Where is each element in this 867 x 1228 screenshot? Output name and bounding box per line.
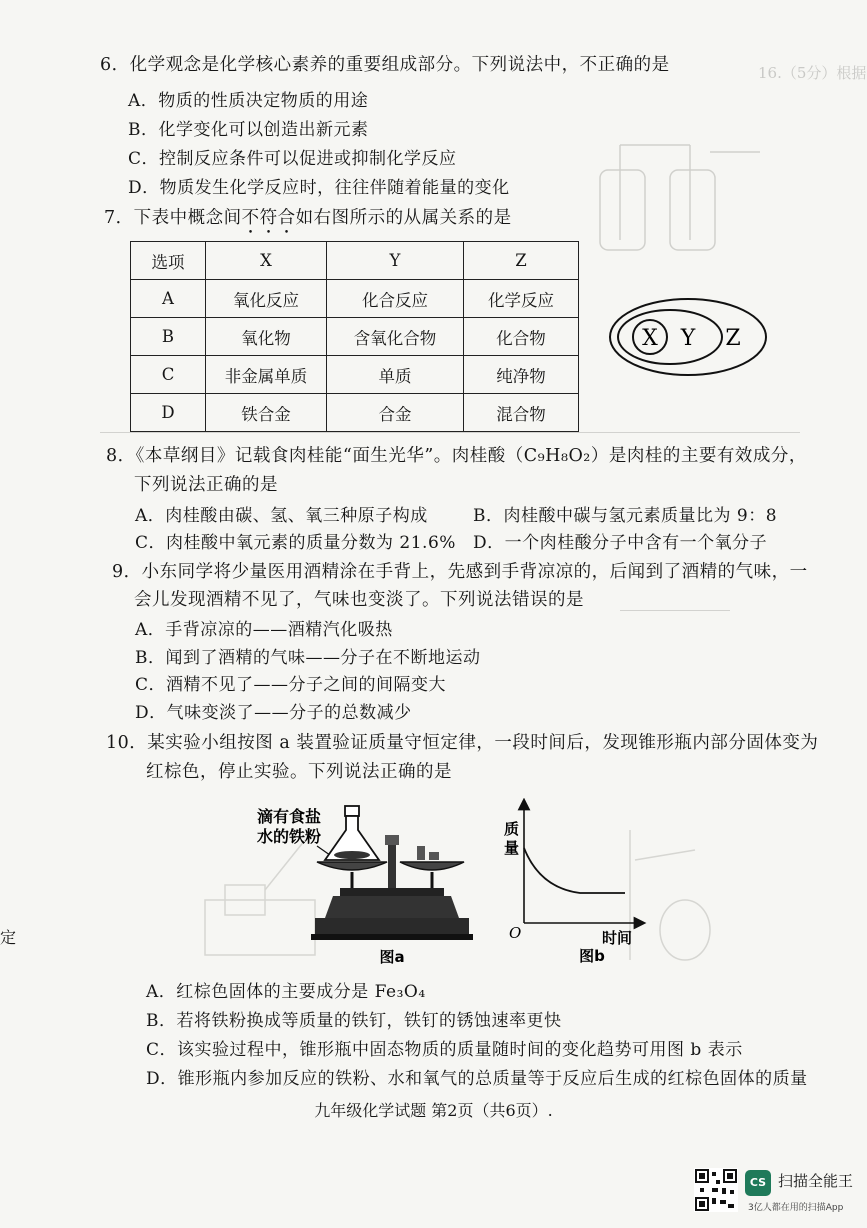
q6-option-c: C．控制反应条件可以促进或抑制化学反应 [128, 149, 457, 169]
scanner-subtitle: 3亿人都在用的扫描App [748, 1203, 844, 1213]
table-row [131, 318, 579, 356]
q9-stem-line1: 9．小东同学将少量医用酒精涂在手背上，先感到手背凉凉的，后闻到了酒精的气味，一 [112, 562, 808, 582]
table-row [131, 280, 579, 318]
table-cell: 化合反应 [327, 280, 464, 318]
margin-char: 定 [0, 928, 17, 947]
page-footer: 九年级化学试题 第2页（共6页）. [314, 1101, 553, 1120]
fig-b-xlabel: 时间 [602, 929, 633, 947]
table-cell: B [131, 318, 206, 356]
q6-option-d: D．物质发生化学反应时，往往伴随着能量的变化 [128, 178, 510, 198]
table-cell: D [131, 394, 206, 432]
q6-option-a: A．物质的性质决定物质的用途 [128, 91, 369, 111]
q9-option-c: C．酒精不见了——分子之间的间隔变大 [135, 675, 447, 695]
q8-stem-line1: 8．《本草纲目》记载食肉桂能“面生光华”。肉桂酸（C₉H₈O₂）是肉桂的主要有效成分， [106, 446, 807, 466]
fig-b-caption: 图b [579, 947, 605, 965]
table-cell: 化合物 [464, 318, 579, 356]
table-row [131, 394, 579, 432]
scanner-title: 扫描全能王 [778, 1172, 854, 1190]
bleed-through-apparatus [560, 140, 790, 260]
q7-venn-diagram [608, 295, 778, 380]
q9-option-a: A．手背凉凉的——酒精汽化吸热 [135, 620, 393, 640]
table-cell: 混合物 [464, 394, 579, 432]
table-cell: 氧化反应 [206, 280, 327, 318]
q7-stem-part1: 7．下表中概念间 [104, 208, 242, 228]
q8-option-a: A．肉桂酸由碳、氢、氧三种原子构成 [135, 506, 428, 526]
q8-option-b: B．肉桂酸中碳与氢元素质量比为 9：8 [473, 506, 778, 526]
table-header-cell: 选项 [131, 242, 206, 280]
table-cell: C [131, 356, 206, 394]
q10-option-a: A．红棕色固体的主要成分是 Fe₃O₄ [146, 982, 426, 1002]
q10-stem-line2: 红棕色，停止实验。下列说法正确的是 [146, 762, 452, 782]
q10-figure-b [500, 798, 650, 968]
q10-option-b: B．若将铁粉换成等质量的铁钉，铁钉的锈蚀速率更快 [146, 1011, 562, 1031]
bleed-through-line [100, 432, 800, 433]
q9-stem-line2: 会儿发现酒精不见了，气味也变淡了。下列说法错误的是 [134, 590, 584, 610]
table-cell: 合金 [327, 394, 464, 432]
q10-option-d: D．锥形瓶内参加反应的铁粉、水和氧气的总质量等于反应后生成的红棕色固体的质量 [146, 1069, 808, 1089]
q8-option-d: D．一个肉桂酸分子中含有一个氧分子 [473, 533, 768, 553]
q6-stem: 6．化学观念是化学核心素养的重要组成部分。下列说法中，不正确的是 [100, 55, 670, 75]
fig-a-caption: 图a [379, 948, 405, 966]
table-cell: A [131, 280, 206, 318]
bleed-through-text: 16.（5分）根据 [758, 64, 867, 82]
table-cell: 铁合金 [206, 394, 327, 432]
q8-stem-line2: 下列说法正确的是 [134, 475, 278, 495]
q9-option-d: D．气味变淡了——分子的总数减少 [135, 703, 412, 723]
table-cell: 非金属单质 [206, 356, 327, 394]
q7-stem-part2: 如右图所示的从属关系的是 [295, 208, 512, 228]
q10-figure-a [245, 800, 480, 970]
table-cell: 纯净物 [464, 356, 579, 394]
table-header-row [131, 242, 579, 280]
fig-a-label-line2: 水的铁粉 [257, 827, 322, 846]
q7-stem [104, 203, 807, 238]
table-cell: 单质 [327, 356, 464, 394]
q6-option-b: B．化学变化可以创造出新元素 [128, 120, 369, 140]
fig-a-label-line1: 滴有食盐 [257, 807, 322, 826]
fig-b-origin: O [509, 924, 522, 942]
q9-option-b: B．闻到了酒精的气味——分子在不断地运动 [135, 648, 481, 668]
venn-label-x: X [642, 326, 658, 351]
q10-stem-line1: 10．某实验小组按图 a 装置验证质量守恒定律，一段时间后，发现锥形瓶内部分固体变为 [106, 733, 819, 753]
q8-option-c: C．肉桂酸中氧元素的质量分数为 21.6% [135, 533, 456, 553]
camscanner-logo: CS [745, 1170, 771, 1196]
table-cell: 含氧化合物 [327, 318, 464, 356]
q7-stem-emphasis: 不符合 [241, 208, 296, 228]
venn-label-y: Y [680, 326, 696, 351]
q10-option-c: C．该实验过程中，锥形瓶中固态物质的质量随时间的变化趋势可用图 b 表示 [146, 1040, 743, 1060]
table-header-cell: Y [327, 242, 464, 280]
table-row [131, 356, 579, 394]
qr-code-icon [694, 1168, 738, 1212]
table-cell: 氧化物 [206, 318, 327, 356]
table-header-cell: Z [464, 242, 579, 280]
fig-b-ylabel-2: 量 [504, 839, 520, 857]
fig-b-ylabel-1: 质 [504, 820, 520, 838]
table-header-cell: X [206, 242, 327, 280]
mass-curve [524, 848, 625, 893]
q7-concept-table [130, 241, 579, 432]
table-cell: 化学反应 [464, 280, 579, 318]
venn-label-z: Z [725, 326, 741, 351]
